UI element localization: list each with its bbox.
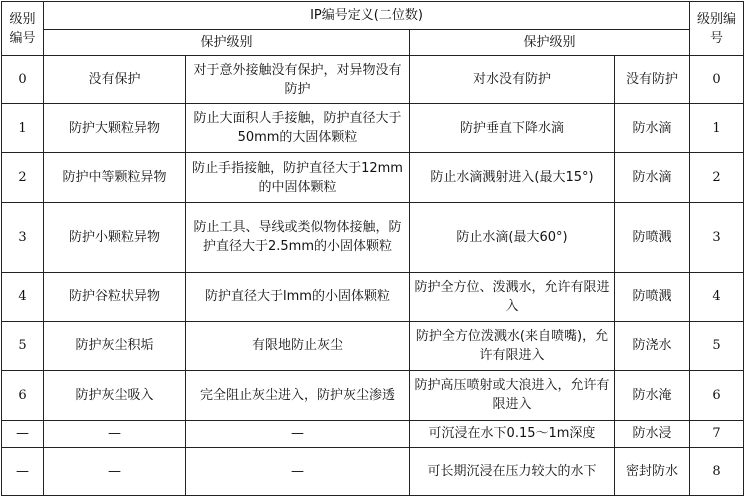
row-code-right: 2 <box>690 153 744 203</box>
row-water-desc: 可沉浸在水下0.15～1m深度 <box>410 420 615 447</box>
header-level-code-left: 级别编号 <box>2 2 44 56</box>
table-row <box>2 272 744 321</box>
row-water-desc: 防护全方位、泼溅水，允许有限进入 <box>410 272 615 321</box>
row-water-name: 防水淹 <box>615 370 690 420</box>
table-row <box>2 420 744 447</box>
row-code-right: 8 <box>690 447 744 495</box>
row-water-desc: 防止水滴溅射进入(最大15°) <box>410 153 615 203</box>
row-solid-desc: — <box>186 447 410 495</box>
row-water-name: 防浇水 <box>615 321 690 370</box>
table-row <box>2 153 744 203</box>
row-solid-desc: 有限地防止灰尘 <box>186 321 410 370</box>
table-row <box>2 447 744 495</box>
header-protection-level-solid: 保护级别 <box>44 30 410 56</box>
row-solid-desc: 对于意外接触没有保护，对异物没有防护 <box>186 56 410 104</box>
row-code: 3 <box>2 203 44 272</box>
row-solid-desc: — <box>186 420 410 447</box>
row-water-desc: 可长期沉浸在压力较大的水下 <box>410 447 615 495</box>
table-row <box>2 203 744 272</box>
row-solid-desc: 防止大面积人手接触，防护直径大于50mm的大固体颗粒 <box>186 104 410 153</box>
row-code: 1 <box>2 104 44 153</box>
row-water-desc: 防止水滴(最大60°) <box>410 203 615 272</box>
row-solid-name: 防护灰尘积垢 <box>44 321 186 370</box>
header-row-1 <box>2 2 744 30</box>
row-solid-name: 防护大颗粒异物 <box>44 104 186 153</box>
row-water-desc: 防护垂直下降水滴 <box>410 104 615 153</box>
row-water-name: 防水滴 <box>615 104 690 153</box>
row-code: — <box>2 447 44 495</box>
row-water-name: 防水浸 <box>615 420 690 447</box>
row-code-right: 4 <box>690 272 744 321</box>
row-code: 5 <box>2 321 44 370</box>
header-row-2 <box>2 30 744 56</box>
row-water-desc: 防护高压喷射或大浪进入，允许有限进入 <box>410 370 615 420</box>
row-code-right: 3 <box>690 203 744 272</box>
header-protection-level-water: 保护级别 <box>410 30 690 56</box>
table-row <box>2 56 744 104</box>
row-solid-name: — <box>44 447 186 495</box>
row-water-name: 密封防水 <box>615 447 690 495</box>
table-row <box>2 321 744 370</box>
row-water-desc: 防护全方位泼溅水(来自喷嘴)，允许有限进入 <box>410 321 615 370</box>
table-row <box>2 104 744 153</box>
table-row <box>2 370 744 420</box>
row-solid-desc: 防止手指接触，防护直径大于12mm的中固体颗粒 <box>186 153 410 203</box>
row-code-right: 0 <box>690 56 744 104</box>
row-solid-name: 防护灰尘吸入 <box>44 370 186 420</box>
row-code: 6 <box>2 370 44 420</box>
row-water-name: 防水滴 <box>615 153 690 203</box>
row-code: — <box>2 420 44 447</box>
row-solid-name: 防护小颗粒异物 <box>44 203 186 272</box>
row-solid-desc: 防止工具、导线或类似物体接触，防护直径大于2.5mm的小固体颗粒 <box>186 203 410 272</box>
row-code-right: 5 <box>690 321 744 370</box>
row-code-right: 7 <box>690 420 744 447</box>
row-code: 2 <box>2 153 44 203</box>
row-water-name: 防喷溅 <box>615 203 690 272</box>
row-water-name: 没有防护 <box>615 56 690 104</box>
row-code: 4 <box>2 272 44 321</box>
row-solid-name: 防护谷粒状异物 <box>44 272 186 321</box>
ip-rating-table <box>1 1 744 496</box>
row-solid-name: 没有保护 <box>44 56 186 104</box>
row-solid-desc: 防护直径大于lmm的小固体颗粒 <box>186 272 410 321</box>
row-water-desc: 对水没有防护 <box>410 56 615 104</box>
header-ip-definition: IP编号定义(二位数) <box>44 2 690 30</box>
row-code-right: 1 <box>690 104 744 153</box>
row-code-right: 6 <box>690 370 744 420</box>
row-code: 0 <box>2 56 44 104</box>
row-water-name: 防喷溅 <box>615 272 690 321</box>
row-solid-name: 防护中等颗粒异物 <box>44 153 186 203</box>
row-solid-name: — <box>44 420 186 447</box>
row-solid-desc: 完全阻止灰尘进入，防护灰尘渗透 <box>186 370 410 420</box>
header-level-code-right: 级别编号 <box>690 2 744 56</box>
